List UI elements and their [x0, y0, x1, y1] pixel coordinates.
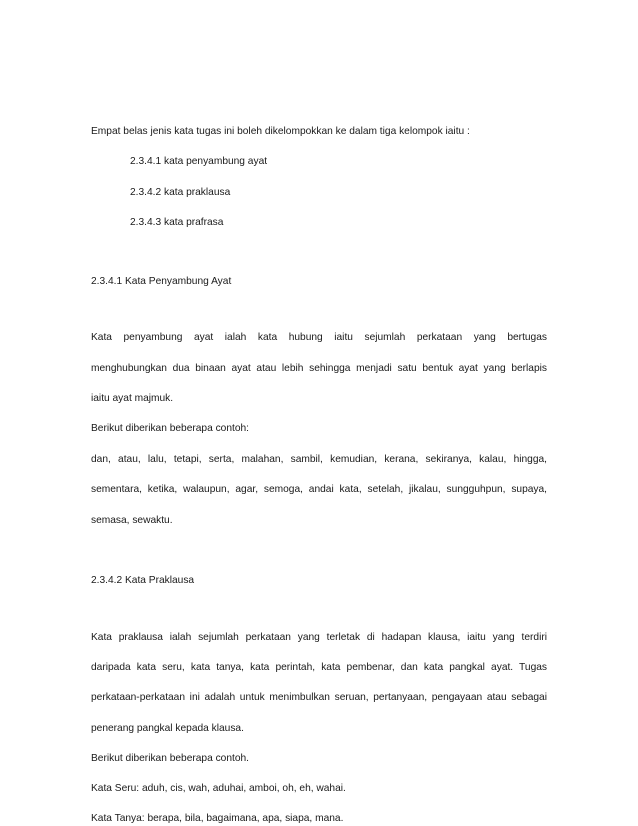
section1-para-line: iaitu ayat majmuk. [91, 393, 174, 404]
intro-text: Empat belas jenis kata tugas ini boleh dikelompokkan ke dalam tiga kelompok iaitu : [91, 126, 470, 137]
group-item-2: 2.3.4.2 kata praklausa [130, 187, 231, 198]
section1-example-line: semasa, sewaktu. [91, 515, 173, 526]
section2-para-line: penerang pangkal kepada klausa. [91, 723, 244, 734]
section1-example-line: dan, atau, lalu, tetapi, serta, malahan, sambil, kemudian, kerana, sekiranya, kalau, hingga, [91, 454, 547, 465]
group-item-3: 2.3.4.3 kata prafrasa [130, 217, 224, 228]
section2-examples-intro: Berikut diberikan beberapa contoh. [91, 753, 250, 764]
section1-examples-intro: Berikut diberikan beberapa contoh: [91, 423, 250, 434]
section1-para-line: menghubungkan dua binaan ayat atau lebih sehingga menjadi satu bentuk ayat yang berlapis [91, 363, 547, 374]
section2-para-line: perkataan-perkataan ini adalah untuk menimbulkan seruan, pertanyaan, pengayaan atau sebagai [91, 692, 547, 703]
section2-para-line: daripada kata seru, kata tanya, kata perintah, kata pembenar, dan kata pangkal ayat. Tugas [91, 662, 547, 673]
section2-para-line: Kata praklausa ialah sejumlah perkataan yang terletak di hadapan klausa, iaitu yang terdiri [91, 632, 547, 643]
section1-example-line: sementara, ketika, walaupun, agar, semoga, andai kata, setelah, jikalau, sungguhpun, supaya, [91, 484, 547, 495]
section2-heading: 2.3.4.2 Kata Praklausa [91, 575, 195, 586]
group-item-1: 2.3.4.1 kata penyambung ayat [130, 156, 268, 167]
section1-heading: 2.3.4.1 Kata Penyambung Ayat [91, 276, 232, 287]
section1-para-line: Kata penyambung ayat ialah kata hubung iaitu sejumlah perkataan yang bertugas [91, 332, 547, 343]
kata-seru-line: Kata Seru: aduh, cis, wah, aduhai, amboi, oh, eh, wahai. [91, 783, 346, 794]
kata-tanya-line: Kata Tanya: berapa, bila, bagaimana, apa, siapa, mana. [91, 813, 344, 824]
